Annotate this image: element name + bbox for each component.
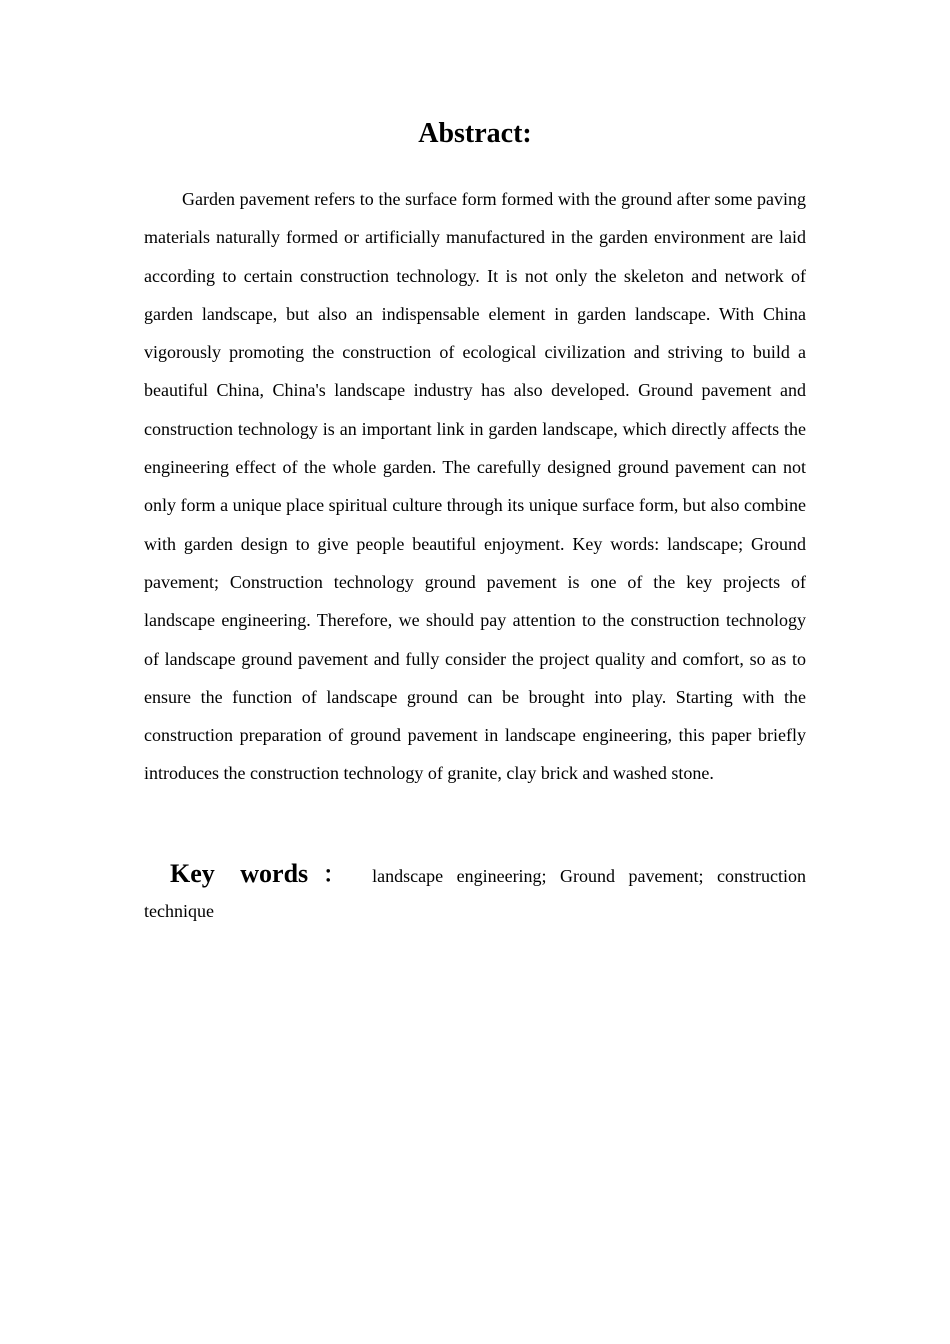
keywords-line <box>144 856 806 929</box>
keywords-label: Key words <box>170 859 309 888</box>
keywords-text: landscape engineering; Ground pavement; construction technique <box>144 866 806 921</box>
abstract-paragraph: Garden pavement refers to the surface form formed with the ground after some paving materials naturally formed or artificially manufactured in the garden environment are laid according to certain construction technology. It is not only the skeleton and network of garden landscape, but also an indispensable element in garden landscape. With China vigorously promoting the construction of ecological civilization and striving to build a beautiful China, China's landscape industry has also developed. Ground pavement and construction technology is an important link in garden landscape, which directly affects the engineering effect of the whole garden. The carefully designed ground pavement can not only form a unique place spiritual culture through its unique surface form, but also combine with garden design to give people beautiful enjoyment. Key words: landscape; Ground pavement; Construction technology ground pavement is one of the key projects of landscape engineering. Therefore, we should pay attention to the construction technology of landscape ground pavement and fully consider the project quality and comfort, so as to ensure the function of landscape ground can be brought into play. Starting with the construction preparation of ground pavement in landscape engineering, this paper briefly introduces the construction technology of granite, clay brick and washed stone. <box>144 189 806 784</box>
abstract-title: Abstract: <box>418 118 532 149</box>
keywords-colon: ： <box>314 862 355 887</box>
